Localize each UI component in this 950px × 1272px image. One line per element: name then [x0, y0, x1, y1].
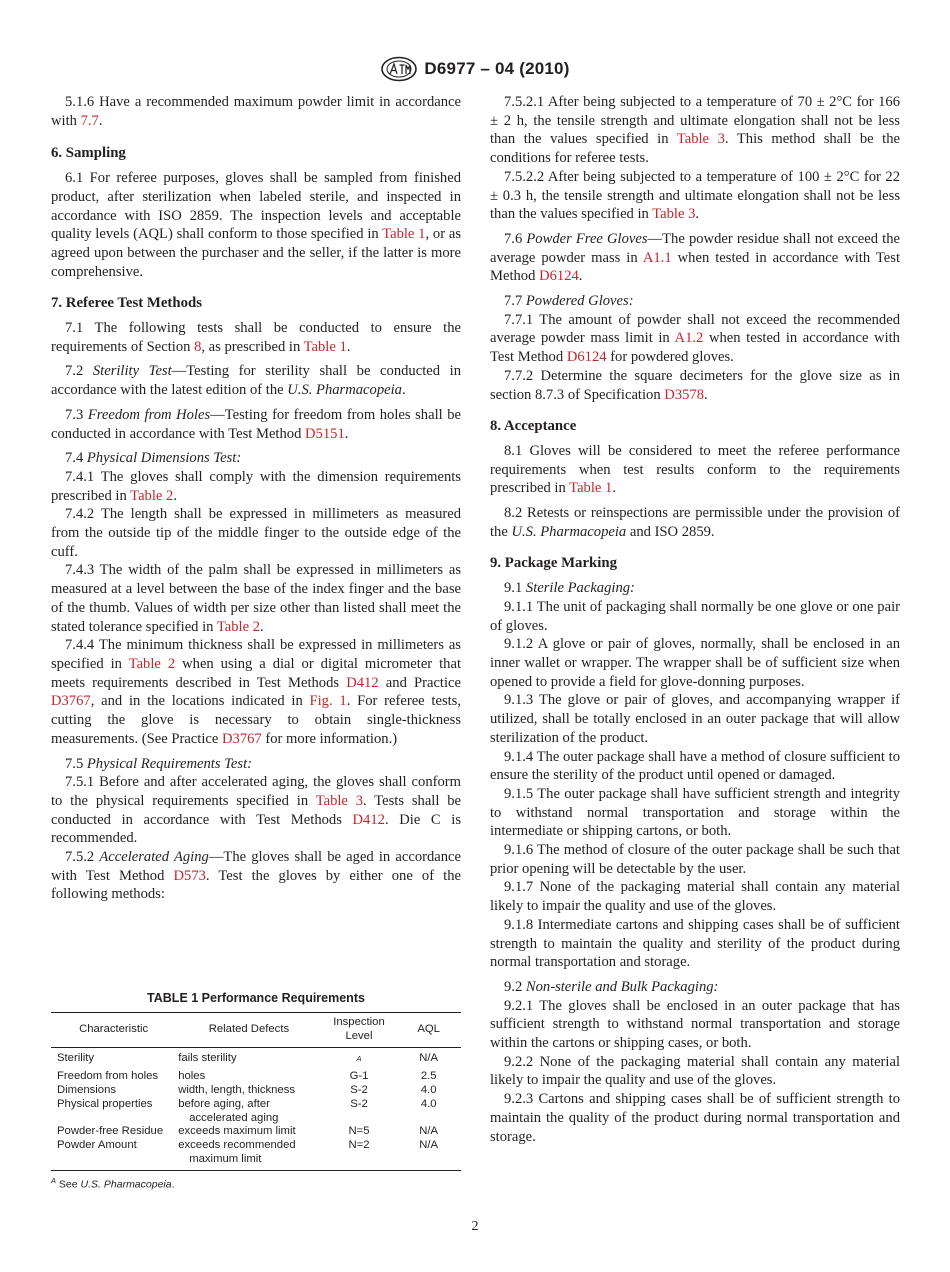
page-header: [0, 56, 950, 87]
paragraph-9-2-2: 9.2.2 None of the packaging material shall contain any material likely to impair the quality and use of the gloves.: [490, 1053, 900, 1089]
paragraph-9-1-8: 9.1.8 Intermediate cartons and shipping cases shall be of sufficient strength to maintain the quality and sterility of the product during normal transportation and storage.: [490, 916, 900, 971]
cell-defect: fails sterility: [178, 1051, 237, 1064]
xref-a1-2[interactable]: A1.2: [674, 330, 704, 347]
paragraph-9-1-6: 9.1.6 The method of closure of the outer package shall be such that prior opening will be detectable by the user.: [490, 842, 900, 877]
table-row: [51, 1070, 461, 1084]
cell-level: [322, 1047, 397, 1070]
xref-table-2[interactable]: Table 2: [130, 487, 174, 504]
paragraph-7-4-2: 7.4.2 The length shall be expressed in millimeters as measured from the outside tip of the middle finger to the outside edge of the cuff.: [51, 506, 461, 560]
paragraph-9-2-3: 9.2.3 Cartons and shipping cases shall be of sufficient strength to maintain the quality of the product during normal transportation and storage.: [490, 1091, 900, 1145]
cell-defect: holes: [178, 1070, 206, 1083]
section-heading-7: 7. Referee Test Methods: [51, 295, 202, 312]
paragraph-9-1-5: 9.1.5 The outer package shall have sufficient strength and integrity to withstand normal transportation and storage within the intermediate or shipping cartons, or both.: [490, 785, 900, 840]
paragraph-7-4-1: 7.4.1 The gloves shall comply with the dimension requirements prescribed in Table 2.: [51, 468, 461, 504]
cell-defect: before aging, after accelerated aging: [178, 1097, 279, 1124]
xref-table-3[interactable]: Table 3: [315, 792, 364, 809]
xref-table-2[interactable]: Table 2: [216, 618, 261, 635]
cell-level: S-2: [350, 1083, 368, 1096]
xref-table-3[interactable]: Table 3: [652, 206, 696, 223]
header-inspection-level: Inspection Level: [322, 1013, 397, 1048]
cell-defect: exceeds recommended maximum limit: [176, 1139, 321, 1170]
cell-defect: exceeds maximum limit: [178, 1125, 296, 1138]
astm-logo-icon: [380, 56, 418, 82]
paragraph-7-7-2: 7.7.2 Determine the square decimeters for the glove size as in section 8.7.3 of Specification D3578.: [490, 367, 900, 403]
cell-aql: 4.0: [420, 1083, 437, 1096]
table-row: [51, 1139, 461, 1170]
table-footnote: $^A$ See U.S. Pharmacopeia.: [51, 1175, 175, 1191]
xref-d3767[interactable]: D3767: [51, 693, 91, 710]
paragraph-7-1: 7.1 The following tests shall be conducted to ensure the requirements of Section 8, as prescribed in Table 1.: [51, 320, 461, 355]
header-characteristic: Characteristic: [51, 1013, 176, 1048]
cell-level: G-1: [349, 1070, 369, 1083]
table-title: TABLE 1 Performance Requirements: [147, 991, 365, 1005]
xref-d412[interactable]: D412: [346, 674, 379, 691]
cell-aql: N/A: [419, 1051, 439, 1064]
xref-table-1[interactable]: Table 1: [382, 226, 426, 243]
section-heading-6: 6. Sampling: [51, 145, 126, 162]
xref-d412[interactable]: D412: [352, 811, 385, 828]
cell-aql: 2.5: [420, 1070, 437, 1083]
section-heading-9: 9. Package Marking: [490, 555, 617, 572]
cell-aql: N/A: [396, 1139, 461, 1170]
footnote-mark: A: [356, 1053, 362, 1063]
xref-table-2[interactable]: Table 2: [128, 655, 176, 672]
xref-fig-1[interactable]: Fig. 1: [309, 693, 347, 710]
paragraph-7-7: 7.7 Powdered Gloves:: [504, 293, 634, 310]
header-related-defects: Related Defects: [176, 1013, 321, 1048]
paragraph-9-1-3: 9.1.3 The glove or pair of gloves, and accompanying wrapper if utilized, shall be totally enclosed in an outer package that will allow sterilization of the product.: [490, 692, 900, 746]
paragraph-7-2: 7.2 Sterility Test—Testing for sterility shall be conducted in accordance with the latest edition of the U.S. Pharmacopeia.: [51, 363, 461, 399]
paragraph-7-5-2-2: 7.5.2.2 After being subjected to a temperature of 100 ± 2°C for 22 ± 0.3 h, the tensile strength and ultimate elongation shall not be less than the values specified in Table 3.: [490, 168, 900, 223]
document-id: D6977 – 04 (2010): [424, 59, 570, 78]
cell-aql: 4.0: [420, 1097, 437, 1110]
page-number: 2: [471, 1219, 479, 1234]
xref-a1-1[interactable]: A1.1: [642, 249, 672, 266]
paragraph-8-1: 8.1 Gloves will be considered to meet the referee performance requirements when test results conform to the requirements prescribed in Table 1.: [490, 442, 900, 497]
xref-d3767[interactable]: D3767: [222, 730, 262, 747]
paragraph-7-4-3: 7.4.3 The width of the palm shall be expressed in millimeters as measured at a level between the base of the index finger and the base of the thumb. Values of width per size other than listed shall meet the stated tolerance specified in Table 2.: [51, 562, 461, 635]
cell-characteristic: Powder-free Residue: [57, 1125, 164, 1138]
paragraph-7-5: 7.5 Physical Requirements Test:: [65, 755, 252, 772]
right-column: [490, 93, 900, 1146]
header-aql: AQL: [396, 1013, 461, 1048]
cell-characteristic: Sterility: [57, 1051, 95, 1064]
table-1: [51, 991, 461, 1190]
paragraph-9-1-1: 9.1.1 The unit of packaging shall normally be one glove or one pair of gloves.: [490, 598, 900, 634]
paragraph-9-1: 9.1 Sterile Packaging:: [504, 580, 635, 597]
paragraph-7-5-1: 7.5.1 Before and after accelerated aging, the gloves shall conform to the physical requirements specified in Table 3. Tests shall be conducted in accordance with Test Methods D412. Die C is recommended.: [51, 774, 462, 847]
cell-characteristic: Freedom from holes: [57, 1070, 159, 1083]
paragraph-9-1-7: 9.1.7 None of the packaging material shall contain any material likely to impair the quality and use of the gloves.: [490, 879, 900, 915]
table-header-row: [51, 1013, 461, 1048]
table-row: [51, 1047, 461, 1070]
xref-d6124[interactable]: D6124: [539, 268, 579, 285]
xref-d573[interactable]: D573: [173, 867, 206, 884]
paragraph-7-3: 7.3 Freedom from Holes—Testing for freedom from holes shall be conducted in accordance with Test Method D5151.: [51, 406, 462, 442]
xref-7-7[interactable]: 7.7: [80, 112, 99, 129]
cell-level: N=5: [348, 1125, 370, 1138]
paragraph-7-5-2: 7.5.2 Accelerated Aging—The gloves shall be aged in accordance with Test Method D573. Test the gloves by either one of the following methods:: [51, 849, 461, 903]
paragraph-9-1-4: 9.1.4 The outer package shall have a method of closure sufficient to ensure the sterility of the product until opened or damaged.: [490, 748, 900, 784]
table-row: [51, 1125, 461, 1139]
paragraph-7-7-1: 7.7.1 The amount of powder shall not exceed the recommended average powder mass limit in A1.2 when tested in accordance with Test Method D6124 for powdered gloves.: [490, 311, 900, 366]
xref-table-1[interactable]: Table 1: [303, 338, 347, 355]
performance-requirements-table: [51, 1012, 461, 1171]
table-row: [51, 1084, 461, 1098]
xref-table-1[interactable]: Table 1: [569, 480, 613, 497]
xref-d3578[interactable]: D3578: [664, 386, 705, 403]
cell-characteristic: Physical properties: [57, 1097, 153, 1110]
paragraph-9-2-1: 9.2.1 The gloves shall be enclosed in an outer package that has sufficient strength to withstand normal transportation and storage within the cartons or shipping cases, or both.: [490, 997, 900, 1052]
cell-defect: width, length, thickness: [178, 1083, 296, 1096]
paragraph-5-1-6: 5.1.6 Have a recommended maximum powder limit in accordance with 7.7.: [51, 94, 461, 129]
table-row: [51, 1098, 461, 1126]
cell-level: S-2: [350, 1097, 368, 1110]
cell-characteristic: Dimensions: [57, 1083, 117, 1096]
paragraph-8-2: 8.2 Retests or reinspections are permissible under the provision of the U.S. Pharmacopeia and ISO 2859.: [490, 505, 900, 540]
paragraph-7-5-2-1: 7.5.2.1 After being subjected to a temperature of 70 ± 2°C for 166 ± 2 h, the tensile strength and ultimate elongation shall not be less than the values specified in Table 3. This method shall be the conditions for referee tests.: [490, 94, 900, 167]
paragraph-9-2: 9.2 Non-sterile and Bulk Packaging:: [504, 978, 719, 995]
paragraph-9-1-2: 9.1.2 A glove or pair of gloves, normally, shall be enclosed in an inner wallet or wrapper. The wrapper shall be of sufficient size when opened to provide a field for glove-donning purposes.: [490, 636, 900, 690]
left-column: [51, 93, 461, 904]
cell-aql: N/A: [419, 1125, 439, 1138]
paragraph-7-4-4: 7.4.4 The minimum thickness shall be expressed in millimeters as specified in Table 2 when using a dial or digital micrometer that meets requirements described in Test Methods D412 and Practice D3767, and in the locations indicated in Fig. 1. For referee tests, cutting the glove is necessary to obtain single-thickness measurements. (See Practice D3767 for more information.): [51, 637, 462, 747]
xref-section-8[interactable]: 8: [194, 338, 202, 355]
section-heading-8: 8. Acceptance: [490, 418, 577, 435]
paragraph-7-4: 7.4 Physical Dimensions Test:: [65, 450, 242, 467]
cell-level: N=2: [322, 1139, 397, 1170]
paragraph-6-1: 6.1 For referee purposes, gloves shall be sampled from finished product, after sterilization when labeled sterile, and inspected in accordance with ISO 2859. The inspection levels and acceptable quality levels (AQL) shall conform to those specified in Table 1, or as agreed upon between the purchaser and the seller, if the latter is more comprehensive.: [51, 170, 461, 280]
xref-d5151[interactable]: D5151: [305, 425, 345, 442]
xref-d6124[interactable]: D6124: [566, 349, 607, 366]
cell-characteristic: Powder Amount: [51, 1139, 176, 1170]
xref-table-3[interactable]: Table 3: [676, 131, 725, 148]
paragraph-7-6: 7.6 Powder Free Gloves—The powder residue shall not exceed the average powder mass in A1.1 when tested in accordance with Test Method D6124.: [490, 230, 900, 285]
